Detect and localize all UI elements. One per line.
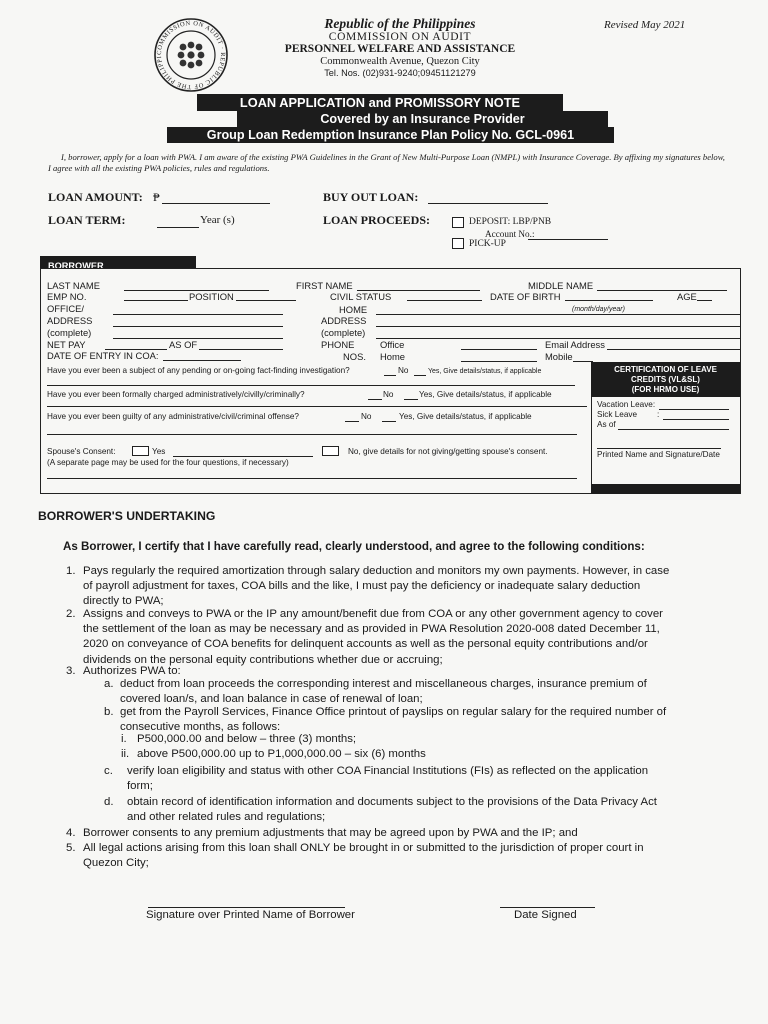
office-telephone: Tel. Nos. (02)931-9240;09451121279 <box>324 68 476 78</box>
date-of-entry-field[interactable] <box>163 360 241 361</box>
undertaking-lead: As Borrower, I certify that I have carefully read, clearly understood, and agree to the following conditions: <box>63 540 645 553</box>
leave-title-3: (FOR HRMO USE) <box>631 385 700 394</box>
revision-date: Revised May 2021 <box>604 19 686 31</box>
sick-leave-field[interactable] <box>663 419 729 420</box>
undertaking-text-line: P500,000.00 and below – three (3) months; <box>137 733 357 745</box>
undertaking-number: 4. <box>66 827 76 839</box>
middle-name-field[interactable] <box>597 290 727 291</box>
loan-proceeds-label: LOAN PROCEEDS: <box>323 213 431 227</box>
q3-no-field[interactable] <box>345 421 359 422</box>
undertaking-text-line: deduct from loan proceeds the corresponding interest and miscellaneous charges, insurance premium of <box>120 678 647 690</box>
undertaking-text-line: 2020 on conveyance of COA benefits for delinquent accounts as well as the personal equity contributions and/or <box>83 638 648 651</box>
office-address-label-2: ADDRESS <box>47 315 93 326</box>
leave-as-of-field[interactable] <box>618 429 729 430</box>
first-name-label: FIRST NAME <box>296 280 353 291</box>
date-of-birth-field[interactable] <box>565 300 653 301</box>
emp-no-label: EMP NO. <box>47 291 87 302</box>
q2-details-line[interactable] <box>47 406 587 407</box>
phone-home-field[interactable] <box>461 361 537 362</box>
loan-term-unit: Year (s) <box>200 214 235 226</box>
q3-yes-field[interactable] <box>382 421 396 422</box>
undertaking-text-line: dividends on the personal equity contributions whether due or accruing; <box>83 653 443 666</box>
undertaking-text-line: of payroll adjustment for taxes, COA bills and the like, I must pay the deficiency or inadequate salary deduction <box>83 580 641 593</box>
date-of-entry-label: DATE OF ENTRY IN COA: <box>47 350 159 361</box>
undertaking-text-line: above P500,000.00 up to P1,000,000.00 – six (6) months <box>137 748 426 760</box>
q3-yes-label: Yes, Give details/status, if applicable <box>399 412 532 421</box>
mobile-label: Mobile <box>545 351 573 362</box>
spouse-yes-details[interactable] <box>173 456 313 457</box>
home-address-field-2[interactable] <box>376 326 741 327</box>
title-bar-2: Covered by an Insurance Provider <box>237 111 608 127</box>
office-address-label-1: OFFICE/ <box>47 303 84 314</box>
undertaking-title: BORROWER'S UNDERTAKING <box>38 509 216 523</box>
leave-title-1: CERTIFICATION OF LEAVE <box>614 365 717 374</box>
undertaking-number: 1. <box>66 565 76 577</box>
position-field[interactable] <box>236 300 296 301</box>
peso-sign: ₱ <box>153 190 160 204</box>
home-address-label: ADDRESS <box>321 315 367 326</box>
republic-heading: Republic of the Philippines <box>324 16 476 31</box>
undertaking-number: b. <box>104 706 114 718</box>
undertaking-text-line: directly to PWA; <box>83 595 164 608</box>
q2-no-label: No <box>383 390 394 399</box>
sick-leave-label: Sick Leave <box>597 410 638 419</box>
civil-status-field[interactable] <box>407 300 482 301</box>
sick-leave-colon: : <box>657 410 660 419</box>
date-signed-label: Date Signed <box>514 909 577 921</box>
title-bar-3: Group Loan Redemption Insurance Plan Policy No. GCL-0961 <box>167 127 614 143</box>
undertaking-text-line: get from the Payroll Services, Finance Office printout of payslips on regular salary for the required number of <box>120 706 667 718</box>
phone-office-field[interactable] <box>461 349 537 350</box>
last-name-label: LAST NAME <box>47 280 100 291</box>
leave-title-2: CREDITS (VL&SL) <box>631 375 700 384</box>
pickup-checkbox[interactable] <box>452 238 464 249</box>
undertaking-text-line: covered loan/s, and loan balance in case of renewal of loan; <box>120 693 423 706</box>
leave-box-footer-bar <box>591 484 740 494</box>
loan-term-field[interactable] <box>157 227 199 228</box>
dob-format-hint: (month/day/year) <box>572 306 625 313</box>
borrower-signature-line[interactable] <box>148 907 345 908</box>
middle-name-label: MIDDLE NAME <box>528 280 594 291</box>
office-address-field-1[interactable] <box>113 314 283 315</box>
spouse-details-line[interactable] <box>47 478 577 479</box>
buyout-loan-label: BUY OUT LOAN: <box>323 190 419 204</box>
undertaking-text-line: form; <box>127 780 153 793</box>
hrmo-signature-line[interactable] <box>597 448 721 449</box>
spouse-no-label: No, give details for not giving/getting spouse's consent. <box>348 447 548 456</box>
undertaking-number: 5. <box>66 842 76 854</box>
undertaking-text-line: consecutive months, as follows: <box>120 721 281 734</box>
account-no-field[interactable] <box>528 239 608 240</box>
date-of-birth-label: DATE OF BIRTH <box>490 291 561 302</box>
email-label: Email Address <box>545 339 605 350</box>
as-of-label: AS OF <box>169 339 198 350</box>
undertaking-number: 2. <box>66 608 76 620</box>
question-2: Have you ever been formally charged administratively/civilly/criminally? <box>47 390 305 399</box>
deposit-label: DEPOSIT: LBP/PNB <box>469 217 552 227</box>
undertaking-text-line: Authorizes PWA to: <box>83 665 181 677</box>
q1-details-line[interactable] <box>47 385 575 386</box>
net-pay-label: NET PAY <box>47 339 86 350</box>
loan-amount-label: LOAN AMOUNT: <box>48 190 143 204</box>
home-address-field-1[interactable] <box>376 314 741 315</box>
undertaking-number: d. <box>104 796 114 808</box>
svg-text:COMMISSION ON AUDIT · REPUBLIC: COMMISSION ON AUDIT · REPUBLIC OF THE PHILIPPI <box>155 19 227 91</box>
spouse-yes-label: Yes <box>152 447 166 456</box>
as-of-field[interactable] <box>199 349 283 350</box>
office-address-field-3[interactable] <box>113 338 283 339</box>
q2-yes-label: Yes, Give details/status, if applicable <box>419 390 552 399</box>
q1-yes-label: Yes, Give details/status, if applicable <box>428 368 542 375</box>
q2-no-field[interactable] <box>368 399 382 400</box>
undertaking-number: a. <box>104 678 114 690</box>
separate-page-note: (A separate page may be used for the four questions, if necessary) <box>47 458 289 467</box>
position-label: POSITION <box>189 291 234 302</box>
office-address-label-3: (complete) <box>47 327 92 338</box>
vacation-leave-field[interactable] <box>659 409 729 410</box>
date-signed-line[interactable] <box>500 907 595 908</box>
undertaking-text-line: verify loan eligibility and status with other COA Financial Institutions (FIs) as reflected on the application <box>127 765 649 777</box>
undertaking-text-line: Borrower consents to any premium adjustments that may be agreed upon by PWA and the IP; and <box>83 827 578 839</box>
borrower-section-header <box>40 256 196 271</box>
buyout-loan-field[interactable] <box>428 203 548 204</box>
q2-yes-field[interactable] <box>404 399 418 400</box>
spouse-yes-checkbox[interactable] <box>132 446 149 456</box>
deposit-checkbox[interactable] <box>452 217 464 228</box>
loan-term-label: LOAN TERM: <box>48 213 126 227</box>
coa-seal <box>153 17 229 93</box>
office-address-field-2[interactable] <box>113 326 283 327</box>
undertaking-text-line: Pays regularly the required amortization through salary deduction and monitors my own payments. However, in case <box>83 565 670 577</box>
civil-status-label: CIVIL STATUS <box>330 291 392 302</box>
spouse-consent-label: Spouse's Consent: <box>47 447 116 456</box>
undertaking-text-line: Assigns and conveys to PWA or the IP any amount/benefit due from COA or any other government agency to cover <box>83 608 663 620</box>
leave-certification-header <box>591 362 740 397</box>
undertaking-number: 3. <box>66 665 76 677</box>
pickup-label: PICK-UP <box>469 239 506 249</box>
leave-as-of-label: As of <box>597 420 616 429</box>
account-no-label: Account No.: <box>485 229 535 239</box>
loan-amount-field[interactable] <box>162 203 270 204</box>
spouse-no-checkbox[interactable] <box>322 446 339 456</box>
phone-label: PHONE <box>321 339 355 350</box>
question-1: Have you ever been a subject of any pending or on-going fact-finding investigation? <box>47 366 350 375</box>
borrower-section-title: BORROWER <box>48 261 104 271</box>
intro-statement: I, borrower, apply for a loan with PWA. I am aware of the existing PWA Guidelines in the Grant of New Multi-Purpose Loan (NMPL) with Insurance Coverage. By affixing my signatures below, I agree with all the existing PWA policies, rules and regulations. <box>48 152 725 173</box>
question-3: Have you ever been guilty of any administrative/civil/criminal offense? <box>47 412 299 421</box>
q1-no-label: No <box>398 366 409 375</box>
email-field[interactable] <box>607 349 741 350</box>
undertaking-text-line: Quezon City; <box>83 857 149 870</box>
agency-name: COMMISSION ON AUDIT <box>328 31 472 43</box>
q1-no-field[interactable] <box>384 375 396 376</box>
undertaking-text-line: All legal actions arising from this loan shall ONLY be brought in or submitted to the jurisdiction of proper court in <box>83 842 644 854</box>
undertaking-text-line: obtain record of identification information and documents subject to the provisions of the Data Privacy Act <box>127 796 657 808</box>
q3-no-label: No <box>361 412 372 421</box>
vacation-leave-label: Vacation Leave: <box>597 400 656 409</box>
undertaking-number: c. <box>104 765 113 777</box>
age-label: AGE <box>677 291 697 302</box>
phone-home-label: Home <box>380 351 406 362</box>
q1-yes-field[interactable] <box>414 375 426 376</box>
office-address: Commonwealth Avenue, Quezon City <box>320 56 480 67</box>
borrower-signature-label: Signature over Printed Name of Borrower <box>146 909 355 921</box>
nos-label: NOS. <box>343 351 366 362</box>
age-field[interactable] <box>697 300 712 301</box>
home-address-label-3: (complete) <box>321 327 366 338</box>
undertaking-number: i. <box>121 733 127 745</box>
undertaking-text-line: and other related rules and regulations; <box>127 811 326 824</box>
office-name: PERSONNEL WELFARE AND ASSISTANCE <box>284 43 516 55</box>
undertaking-number: ii. <box>121 748 130 760</box>
q3-details-line[interactable] <box>47 434 577 435</box>
title-bar-1: LOAN APPLICATION and PROMISSORY NOTE <box>197 94 563 111</box>
emp-no-field[interactable] <box>124 300 188 301</box>
home-label: HOME <box>339 304 368 315</box>
undertaking-text-line: the settlement of the loan as may be necessary and as provided in PWA Resolution 2020-008 dated December 11, <box>83 623 660 636</box>
hrmo-signature-label: Printed Name and Signature/Date <box>597 450 720 459</box>
mobile-field[interactable] <box>573 361 593 362</box>
phone-office-label: Office <box>380 339 405 350</box>
